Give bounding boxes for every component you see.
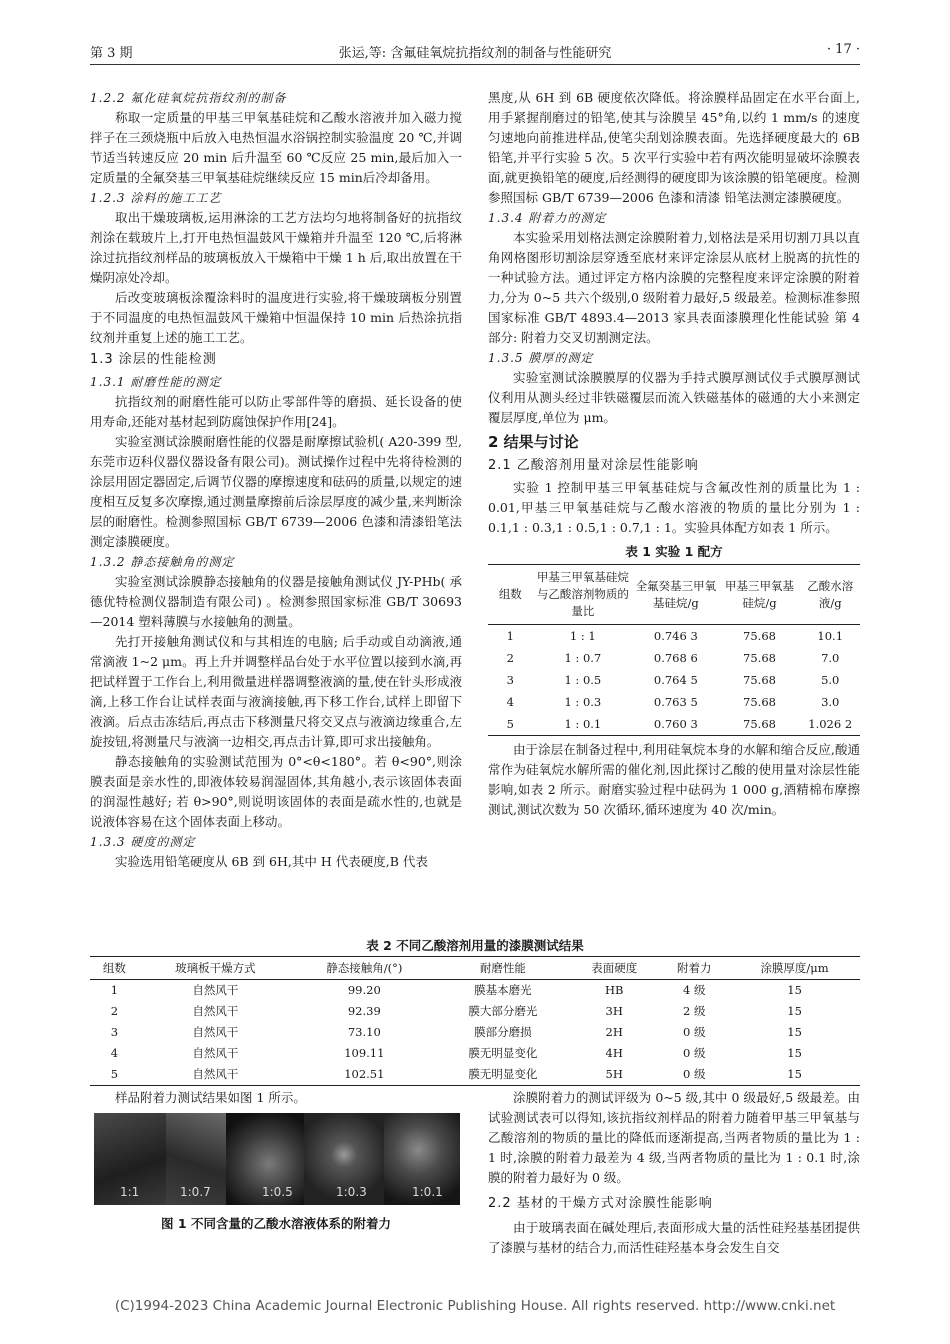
issue-number: 第 3 期 (90, 46, 133, 61)
adhesion-sample-photo (226, 1113, 304, 1205)
table-cell: 5 (506, 717, 514, 731)
table-cell: 15 (787, 1067, 802, 1081)
table-cell: 2 (110, 1004, 119, 1018)
table-cell: 膜部分磨损 (474, 1025, 532, 1039)
adhesion-sample-photo (384, 1113, 460, 1205)
column-header: 甲基三甲氧基硅烷/g (719, 565, 801, 625)
column-header: 组数 (488, 565, 533, 625)
bottom-right-text (488, 1088, 860, 1258)
paragraph: 由于涂层在制备过程中,利用硅氧烷本身的水解和缩合反应,酸通常作为硅氧烷水解所需的催化剂,因此探讨乙酸的使用量对涂层性能影响,如表 2 所示。耐磨实验过程中砝码为 1 000 g,酒精棉布摩擦测试,测试次数为 50 次循环,循环速度为 40 次/min。 (488, 742, 860, 817)
table-cell: 4 (110, 1046, 119, 1060)
paragraph: 取出干燥玻璃板,运用淋涂的工艺方法均匀地将制备好的抗指纹剂涂在载玻片上,打开电热恒温鼓风干燥箱并升温至 120 ℃,后将淋涂过抗指纹剂样品的玻璃板放入干燥箱中干燥 1 h 后,取出放置在干燥阴凉处冷却。 (90, 210, 462, 285)
table-row (90, 980, 860, 1002)
paragraph: 黑度,从 6H 到 6B 硬度依次降低。将涂膜样品固定在水平台面上,用手紧握削磨过的铅笔,使其与涂膜呈 45°角,以约 1 mm/s 的速度匀速地向前推进样品,使笔尖刮划涂膜表面。先选择硬度最大的 6B 铅笔,并平行实验 5 次。5 次平行实验中若有两次能明显破坏涂膜表面,就更换铅笔的硬度,后经测得的硬度即为该涂膜的铅笔硬度。检测参照国标 GB/T 6739—2006 色漆和清漆 铅笔法测定漆膜硬度。 (488, 90, 860, 205)
figure-1-photo (94, 1113, 460, 1205)
column-header: 静态接触角/(°) (292, 957, 437, 980)
table-cell: 3 (506, 673, 514, 687)
table-cell: 2 (506, 651, 514, 665)
table-cell: 1 : 0.3 (564, 695, 602, 709)
table-cell: 1 : 0.1 (564, 717, 602, 731)
running-title: 张运,等: 含氟硅氧烷抗指纹剂的制备与性能研究 (338, 46, 612, 61)
paragraph: 样品附着力测试结果如图 1 所示。 (115, 1090, 306, 1105)
photo-label: 1:0.3 (336, 1185, 367, 1199)
paragraph: 实验 1 控制甲基三甲氧基硅烷与含氟改性剂的质量比为 1 : 0.01,甲基三甲氧基硅烷与乙酸水溶液的物质的量比分别为 1 : 0.1,1 : 0.3,1 : 0.5,1 : 0.7,1 : 1。实验具体配方如表 1 所示。 (488, 480, 860, 535)
table-cell: 15 (787, 1025, 802, 1039)
table-cell: 75.68 (743, 629, 776, 643)
section-1-2-2-heading: 1.2.2 氟化硅氧烷抗指纹剂的制备 (90, 91, 287, 105)
section-1-3-4-heading: 1.3.4 附着力的测定 (488, 211, 607, 225)
table-cell: 109.11 (344, 1046, 385, 1060)
table-cell: 3H (605, 1004, 623, 1018)
column-header: 附着力 (659, 957, 729, 980)
table-1 (488, 564, 860, 736)
table-1-title: 表 1 实验 1 配方 (625, 544, 723, 559)
paragraph: 实验室测试涂膜静态接触角的仪器是接触角测试仪 JY-PHb( 承德优特检测仪器制造有限公司) 。检测参照国家标准 GB/T 30693—2014 塑料薄膜与水接触角的测量。 (90, 574, 462, 629)
paragraph: 称取一定质量的甲基三甲氧基硅烷和乙酸水溶液并加入磁力搅拌子在三颈烧瓶中后放入电热恒温水浴锅控制实验温度 20 ℃,并调节适当转速反应 20 min 后升温至 60 ℃反应 25 min,最后加入一定质量的全氟癸基三甲氧基硅烷继续反应 15 min后冷却备用。 (90, 110, 462, 185)
table-cell: 0 级 (683, 1067, 706, 1081)
table-cell: 自然风干 (192, 1025, 239, 1039)
table-header-row (90, 957, 860, 980)
table-cell: 1 (110, 983, 119, 997)
table-cell: 1 : 0.5 (564, 673, 602, 687)
table-cell: 75.68 (743, 695, 776, 709)
table-cell: 3.0 (821, 695, 840, 709)
table-row (90, 1001, 860, 1022)
table-cell: 5H (605, 1067, 623, 1081)
table-cell: 102.51 (344, 1067, 385, 1081)
table-cell: 2 级 (683, 1004, 706, 1018)
section-1-3-2-heading: 1.3.2 静态接触角的测定 (90, 555, 235, 569)
table-cell: 4 (506, 695, 514, 709)
table-cell: 0.764 5 (653, 673, 698, 687)
table-cell: 膜基本磨光 (474, 983, 532, 997)
table-2-title: 表 2 不同乙酸溶剂用量的漆膜测试结果 (366, 938, 584, 953)
table-cell: 10.1 (817, 629, 844, 643)
table-cell: 膜大部分磨光 (468, 1004, 538, 1018)
paragraph: 实验室测试涂膜膜厚的仪器为手持式膜厚测试仪手式膜厚测试仪利用从测头经过非铁磁覆层而流入铁磁基体的磁通的大小来测定覆层厚度,单位为 μm。 (488, 370, 860, 425)
table-cell: 0.760 3 (653, 717, 698, 731)
table-cell: HB (604, 983, 624, 997)
column-header: 甲基三甲氧基硅烷与乙酸溶剂物质的量比 (533, 565, 633, 625)
column-header: 组数 (90, 957, 139, 980)
table-cell: 1 : 0.7 (564, 651, 602, 665)
table-cell: 膜无明显变化 (468, 1067, 538, 1081)
table-row (90, 1022, 860, 1043)
section-1-3-heading: 1.3 涂层的性能检测 (90, 352, 217, 367)
table-cell: 15 (787, 1046, 802, 1060)
table-row (488, 691, 860, 713)
section-1-2-3-heading: 1.2.3 涂料的施工工艺 (90, 191, 222, 205)
table-cell: 15 (787, 983, 802, 997)
paragraph: 实验选用铅笔硬度从 6B 到 6H,其中 H 代表硬度,B 代表 (115, 854, 428, 869)
section-1-3-3-heading: 1.3.3 硬度的测定 (90, 835, 196, 849)
column-header: 涂膜厚度/μm (729, 957, 860, 980)
table-cell: 75.68 (743, 717, 776, 731)
table-cell: 自然风干 (192, 1004, 239, 1018)
column-header: 玻璃板干燥方式 (139, 957, 292, 980)
section-2-heading: 2 结果与讨论 (488, 433, 579, 451)
paragraph: 先打开接触角测试仪和与其相连的电脑; 后手动或自动滴液,通常滴液 1~2 μm。再上升并调整样品台处于水平位置以接到水滴,再把试样置于工作台上,利用微量进样器调整液滴的量,使在针头形成液滴,上移工作台让试样表面与液滴接触,再下移工作台,试样上即留下液滴。后点击冻结后,再点击下移测量尺将交叉点与液滴边缘重合,左旋按钮,将测量尺与液滴一边相交,再点击计算,即可求出接触角。 (90, 634, 462, 749)
table-cell: 73.10 (347, 1025, 381, 1039)
table-cell: 0.746 3 (653, 629, 698, 643)
column-header: 耐磨性能 (437, 957, 569, 980)
section-1-3-1-heading: 1.3.1 耐磨性能的测定 (90, 375, 222, 389)
table-header-row (488, 565, 860, 625)
table-cell: 0.768 6 (653, 651, 698, 665)
paragraph: 实验室测试涂膜耐磨性能的仪器是耐摩擦试验机( A20-399 型,东莞市迈科仪器仪器设备有限公司)。测试操作过程中先将待检测的涂层用固定器固定,后调节仪器的摩擦速度和砝码的质量,以规定的速度相互反复多次摩擦,通过测量摩擦前后涂层厚度的减少量,来判断涂层的耐磨性。检测参照国标 GB/T 6739—2006 色漆和清漆铅笔法测定漆膜硬度。 (90, 434, 462, 549)
right-column (488, 88, 860, 820)
table-row (90, 1064, 860, 1086)
table-cell: 75.68 (743, 673, 776, 687)
table-cell: 4H (605, 1046, 623, 1060)
table-cell: 99.20 (347, 983, 381, 997)
photo-label: 1:1 (120, 1185, 140, 1199)
paragraph: 本实验采用划格法测定涂膜附着力,划格法是采用切割刀具以直角网格图形切割涂层穿透至底材来评定涂层从底材上脱离的抗性的一种试验方法。通过评定方格内涂膜的完整程度来评定涂膜的附着力,分为 0~5 共六个级别,0 级附着力最好,5 级最差。检测标准参照国家标准 GB/T 4893.4—2013 家具表面漆膜理化性能试验 第 4 部分: 附着力交叉切割测定法。 (488, 230, 860, 345)
photo-label: 1:0.5 (262, 1185, 293, 1199)
paragraph: 由于玻璃表面在碱处理后,表面形成大量的活性硅羟基基团提供了漆膜与基材的结合力,而活性硅羟基本身会发生自交 (488, 1220, 860, 1255)
section-1-3-5-heading: 1.3.5 膜厚的测定 (488, 351, 594, 365)
table-cell: 7.0 (821, 651, 840, 665)
table-cell: 0 级 (683, 1025, 706, 1039)
copyright-footer: (C)1994-2023 China Academic Journal Electronic Publishing House. All rights reserved. http://www.cnki.net (114, 1298, 836, 1314)
table-cell: 75.68 (743, 651, 776, 665)
table-row (488, 713, 860, 736)
page-number: · 17 · (826, 42, 860, 57)
table-cell: 自然风干 (192, 1067, 239, 1081)
table-cell: 膜无明显变化 (468, 1046, 538, 1060)
adhesion-sample-photo (166, 1113, 226, 1205)
table-cell: 1.026 2 (808, 717, 853, 731)
table-2 (90, 956, 860, 1086)
column-header: 全氟癸基三甲氧基硅烷/g (633, 565, 719, 625)
table-row (90, 1043, 860, 1064)
table-row (488, 625, 860, 648)
table-row (488, 647, 860, 669)
paragraph: 涂膜附着力的测试评级为 0~5 级,其中 0 级最好,5 级最差。由试验测试表可以得知,该抗指纹剂样品的附着力随着甲基三甲氧基与乙酸溶剂的物质的量比的降低而逐渐提高,当两者物质的量比为 1 : 1 时,涂膜的附着力最差为 4 级,当两者物质的量比为 1 : 0.1 时,涂膜的附着力最好为 0 级。 (488, 1090, 860, 1185)
table-cell: 92.39 (347, 1004, 381, 1018)
section-2-1-heading: 2.1 乙酸溶剂用量对涂层性能影响 (488, 458, 699, 473)
page-header (90, 38, 860, 65)
column-header: 乙酸水溶液/g (800, 565, 860, 625)
paragraph: 静态接触角的实验测试范围为 0°<θ<180°。若 θ<90°,则涂膜表面是亲水性的,即液体较易润湿固体,其角越小,表示该固体表面的润湿性越好; 若 θ>90°,则说明该固体的表面是疏水性的,也就是说液体容易在这个固体表面上移动。 (90, 754, 462, 829)
paragraph: 抗指纹剂的耐磨性能可以防止零部件等的磨损、延长设备的使用寿命,还能对基材起到防腐蚀保护作用[24]。 (90, 394, 462, 429)
table-cell: 15 (787, 1004, 802, 1018)
bottom-left-text (90, 1088, 462, 1108)
table-cell: 5.0 (821, 673, 840, 687)
section-2-2-heading: 2.2 基材的干燥方式对涂膜性能影响 (488, 1196, 713, 1211)
photo-label: 1:0.7 (180, 1185, 211, 1199)
table-cell: 自然风干 (192, 983, 239, 997)
figure-1-caption: 图 1 不同含量的乙酸水溶液体系的附着力 (161, 1216, 391, 1231)
table-cell: 2H (605, 1025, 623, 1039)
table-cell: 5 (110, 1067, 119, 1081)
column-header: 表面硬度 (569, 957, 660, 980)
table-cell: 0 级 (683, 1046, 706, 1060)
adhesion-sample-photo (94, 1113, 166, 1205)
table-cell: 自然风干 (192, 1046, 239, 1060)
photo-label: 1:0.1 (412, 1185, 443, 1199)
table-cell: 0.763 5 (653, 695, 698, 709)
table-cell: 4 级 (683, 983, 706, 997)
table-2-container (90, 932, 860, 1086)
table-cell: 3 (110, 1025, 119, 1039)
table-cell: 1 (506, 629, 514, 643)
table-row (488, 669, 860, 691)
table-cell: 1 : 1 (569, 629, 596, 643)
left-column (90, 88, 462, 872)
paragraph: 后改变玻璃板涂覆涂料时的温度进行实验,将干燥玻璃板分别置于不同温度的电热恒温鼓风干燥箱中恒温保持 10 min 后热涂抗指纹剂并重复上述的施工工艺。 (90, 290, 462, 345)
adhesion-sample-photo (304, 1113, 384, 1205)
